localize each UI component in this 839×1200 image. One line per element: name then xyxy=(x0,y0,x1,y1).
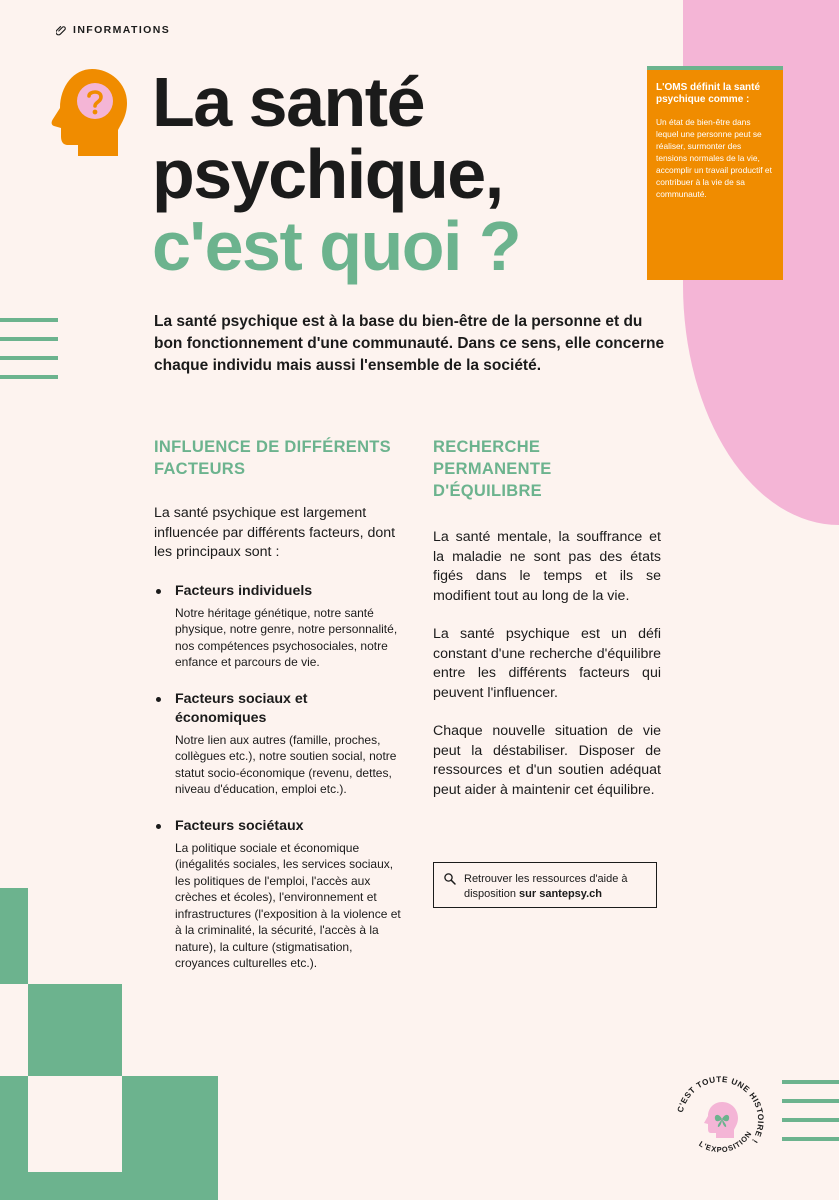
factor-title: Facteurs individuels xyxy=(175,582,313,599)
factor-item xyxy=(154,690,409,798)
factor-item xyxy=(154,817,409,972)
oms-definition-box xyxy=(647,66,783,280)
left-column-heading: INFLUENCE DE DIFFÉRENTS FACTEURS xyxy=(154,438,391,478)
intro-paragraph: La santé psychique est à la base du bien-être de la personne et du bon fonctionnement d'une communauté. Dans ce sens, elle concerne chaque individu mais aussi l'ensemble de la société. xyxy=(154,313,665,374)
factor-text: Notre lien aux autres (famille, proches, collègues etc.), notre soutien social, notre statut socio-économique (revenu, dettes, niveau d'éducation, emploi etc.). xyxy=(175,732,397,796)
factor-title: Facteurs sociétaux xyxy=(175,817,304,834)
title-line-1: La santé xyxy=(152,63,424,141)
exhibition-badge xyxy=(670,1070,770,1170)
resource-link[interactable]: sur santepsy.ch xyxy=(519,888,602,900)
bullet-icon xyxy=(156,697,161,702)
right-column-heading: RECHERCHE PERMANENTE D'ÉQUILIBRE xyxy=(433,438,552,500)
page-title xyxy=(152,63,672,285)
left-column xyxy=(154,436,409,972)
bullet-icon xyxy=(156,824,161,829)
badge-ring-text: C'EST TOUTE UNE HISTOIRE ! xyxy=(675,1074,766,1146)
right-paragraph: Chaque nouvelle situation de vie peut la déstabiliser. Disposer de ressources et d'un soutien adéquat peut aider à maintenir cet équilibre. xyxy=(433,723,661,798)
right-paragraph: La santé psychique est un défi constant d'une recherche d'équilibre entre les différents facteurs qui peuvent l'influencer. xyxy=(433,626,661,701)
oms-text: Un état de bien-être dans lequel une personne peut se réaliser, surmonter des tensions normales de la vie, accomplir un travail productif et contribuer à la vie de sa communauté. xyxy=(656,117,772,199)
green-stripes-right xyxy=(782,1080,839,1156)
badge-bottom-text: L'EXPOSITION xyxy=(697,1129,754,1155)
factor-item xyxy=(154,582,409,671)
paperclip-icon xyxy=(56,25,67,36)
oms-title: L'OMS définit la santé psychique comme : xyxy=(656,82,761,105)
title-line-2: psychique, xyxy=(152,135,503,213)
factor-title: Facteurs sociaux et économiques xyxy=(175,690,308,726)
head-question-icon xyxy=(48,66,130,158)
section-tag xyxy=(56,24,170,36)
right-column xyxy=(433,436,661,800)
right-paragraph: La santé mentale, la souffrance et la maladie ne sont pas des états figés dans le temps et ils se modifient tout au long de la vie. xyxy=(433,529,661,604)
bullet-icon xyxy=(156,589,161,594)
factor-text: Notre héritage génétique, notre santé physique, notre genre, notre personnalité, nos compétences psychosociales, notre enfance et parcours de vie. xyxy=(175,605,398,669)
left-column-text: La santé psychique est largement influencée par différents facteurs, dont les principaux sont : xyxy=(154,505,396,560)
resource-text: Retrouver les ressources d'aide à disposition xyxy=(464,873,628,900)
resource-box[interactable] xyxy=(433,862,657,908)
search-icon xyxy=(443,872,457,886)
title-line-3: c'est quoi ? xyxy=(152,207,521,285)
green-stripes-left xyxy=(0,318,58,394)
section-tag-label: INFORMATIONS xyxy=(73,24,171,36)
factor-text: La politique sociale et économique (inégalités sociales, les services sociaux, les politiques de l'emploi, l'accès aux crèches et écoles), l'environnement et infrastructures (l'exposition à la violence et à la criminalité, la sécurité, l'accès à la nature), la culture (stigmatisation, croyances culturelles etc.). xyxy=(175,840,401,970)
